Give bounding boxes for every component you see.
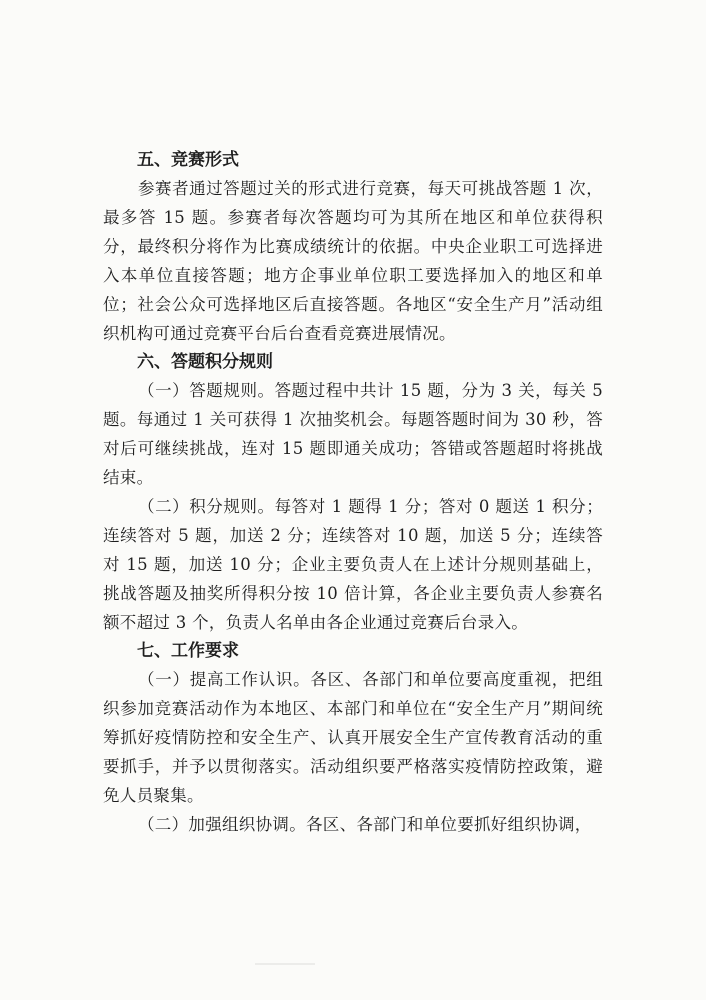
paragraph-points-rules: （二）积分规则。每答对 1 题得 1 分；答对 0 题送 1 积分；连续答对 5 题，加送 2 分；连续答对 10 题，加送 5 分；连续答对 15 题，加送 10 分；企业主要负责人在上述计分规则基础上，挑战答题及抽奖所得积分按 10 倍计算，各企业主要负责人参赛名额不超过 3 个，负责人名单由各企业通过竞赛后台录入。 [103,497,603,632]
section-heading-competition-format: 五、竞赛形式 [137,150,239,170]
paragraph-answer-rules: （一）答题规则。答题过程中共计 15 题，分为 3 关，每关 5 题。每通过 1 关可获得 1 次抽奖机会。每题答题时间为 30 秒，答对后可继续挑战，连对 15 题即通关成功；答错或答题超时将挑战结束。 [103,381,603,487]
section-heading-scoring-rules: 六、答题积分规则 [137,352,273,372]
document-body [103,146,603,839]
paragraph-raise-awareness: （一）提高工作认识。各区、各部门和单位要高度重视，把组织参加竞赛活动作为本地区、本部门和单位在“安全生产月”期间统筹抓好疫情防控和安全生产、认真开展安全生产宣传教育活动的重要抓手，并予以贯彻落实。活动组织要严格落实疫情防控政策，避免人员聚集。 [103,670,603,805]
section-heading-work-requirements: 七、工作要求 [137,641,239,661]
paragraph-competition-format: 参赛者通过答题过关的形式进行竞赛，每天可挑战答题 1 次，最多答 15 题。参赛者每次答题均可为其所在地区和单位获得积分，最终积分将作为比赛成绩统计的依据。中央企业职工可选择进入本单位直接答题；地方企事业单位职工要选择加入的地区和单位；社会公众可选择地区后直接答题。各地区“安全生产月”活动组织机构可通过竞赛平台后台查看竞赛进展情况。 [103,179,603,343]
scan-artifact [255,963,315,965]
paragraph-coordination-start: （二）加强组织协调。各区、各部门和单位要抓好组织协调， [138,815,592,834]
